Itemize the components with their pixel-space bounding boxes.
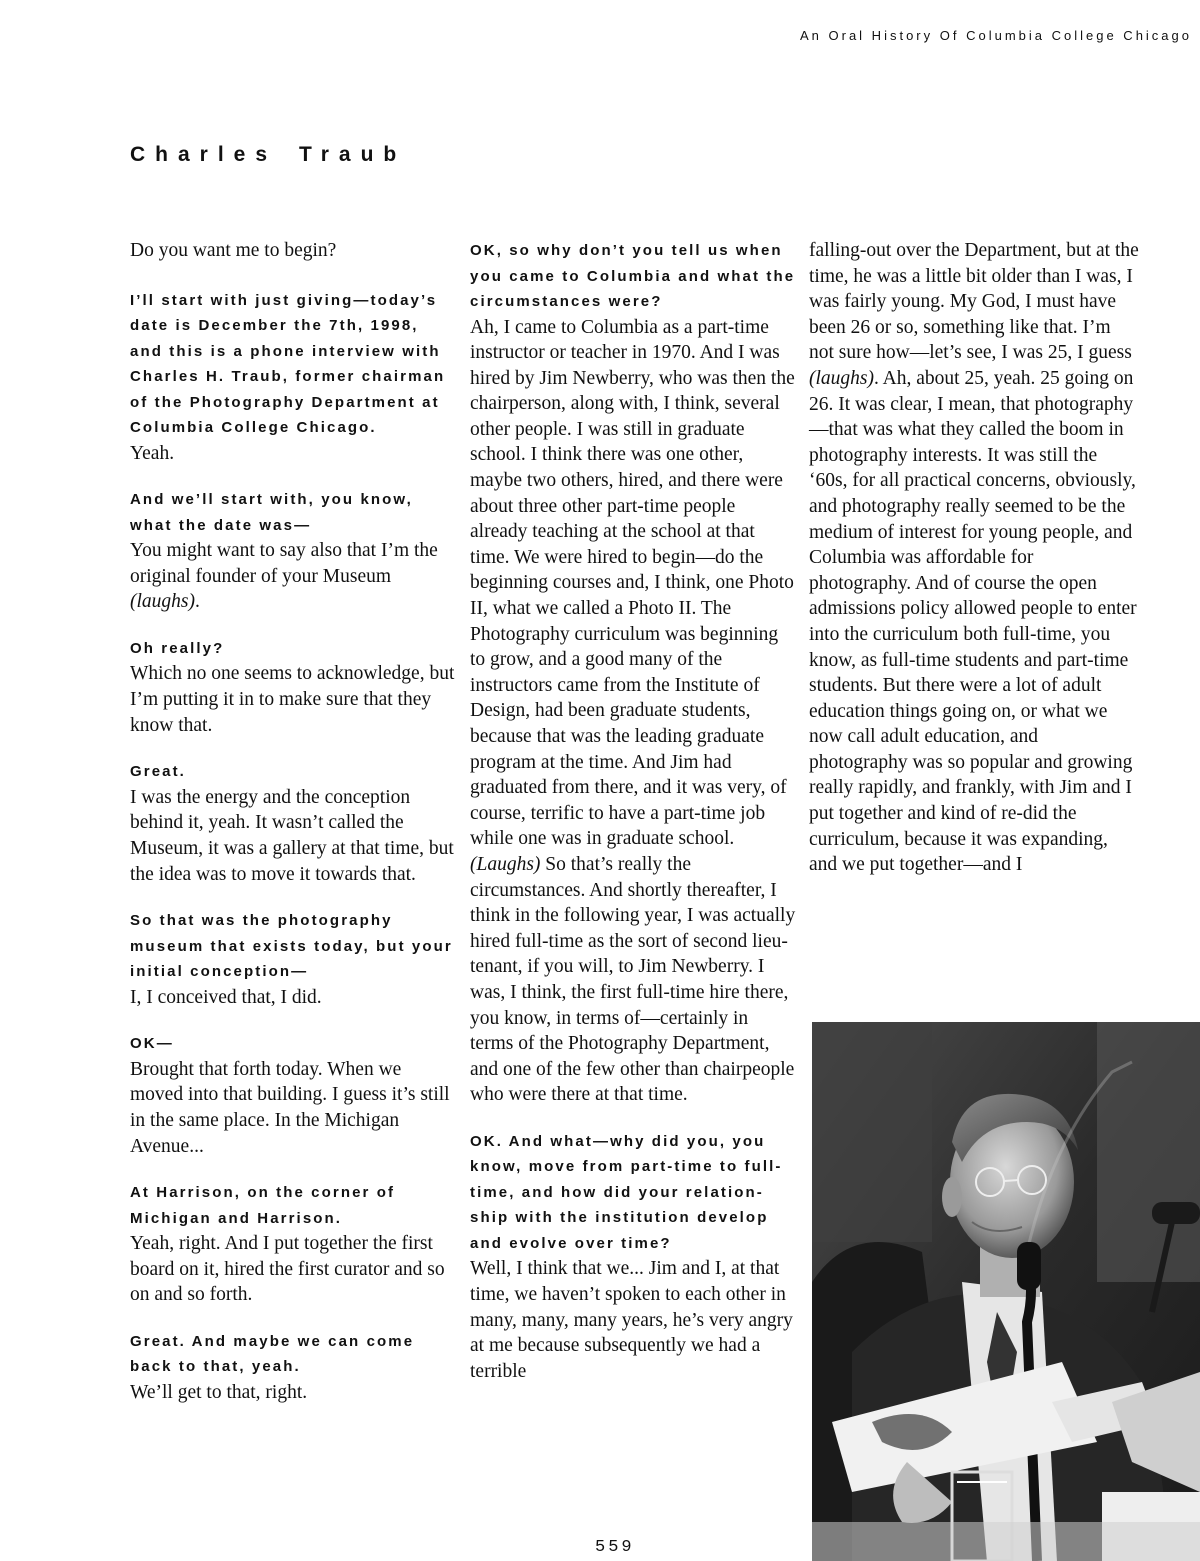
question-paragraph: OK. And what—why did you, you know, move from part-time to full-time, and how did your relationship with the institution develop and evolve over time? <box>470 1132 783 1252</box>
text-column-3 <box>809 238 1139 899</box>
question-paragraph: OK, so why don’t you tell us when you came to Columbia and what the circumstances were? <box>470 242 796 310</box>
answer-paragraph: falling-out over the Department, but at the time, he was a little bit older than I was, I was fairly young. My God, I must have been 26 or so, something like that. I’m not sure how—let’s see, I was 25, I guess (laughs). Ah, about 25, yeah. 25 going on 26. It was clear, I mean, that photography—that was what they called the boom in photography interests. It was still the ‘60s, for all practical concerns, obviously, and photography really seemed to be the medium of interest for young people, and Columbia was affordable for photography. And of course the open admissions policy allowed people to enter into the curriculum both full-time, you know, as full-time students and part-time students. But there were a lot of adult education things going on, or what we now call adult education, and photography was so popular and growing really rapidly, and frankly, with Jim and I put together and kind of re-did the curriculum, because it was expanding, and we put together—and I <box>809 240 1139 876</box>
answer-paragraph: Yeah. <box>130 442 175 464</box>
italic-aside: (laughs) <box>809 367 874 389</box>
page-title <box>130 143 406 167</box>
answer-paragraph: Which no one seems to acknowledge, but I’m putting it in to make sure that they know that. <box>130 663 455 736</box>
question-paragraph: At Harrison, on the corner of Michigan and Harrison. <box>130 1184 396 1227</box>
question-paragraph: Great. <box>130 763 186 781</box>
italic-aside: (laughs) <box>130 591 195 613</box>
answer-paragraph: We’ll get to that, right. <box>130 1381 308 1403</box>
answer-paragraph: Ah, I came to Columbia as a part-time instructor or teacher in 1970. And I was hired by Jim Newberry, who was then the chairperson, along with, I think, several other people. I was still in graduate school. I think there was one other, maybe two others, hired, and there were about three other part-time people already teaching at the school at that time. We were hired to begin—do the beginning courses and, I think, one Photo II, what we called a Photo II. The Photography curriculum was beginning to grow, and a good many of the instructors came from the Institute of Design, had been graduate students, because that was the leading graduate program at the time. And Jim had graduated from there, and it was very, of course, terrific to have a part-time job while one was in graduate school. (Laughs) So that’s really the circumstances. And shortly thereafter, I think in the following year, I was actually hired full-time as the sort of second lieutenant, if you will, to Jim Newberry. I was, I think, the first full-time hire there, you know, in terms of—certainly in terms of the Photography Department, and one of the few other than chairpeople who were there at that time. <box>470 316 796 1106</box>
question-paragraph: And we’ll start with, you know, what the date was— <box>130 491 413 534</box>
italic-aside: (Laughs) <box>470 853 541 875</box>
question-paragraph: OK— <box>130 1035 174 1053</box>
text-column-2 <box>470 238 796 1405</box>
question-paragraph: So that was the photography museum that exists today, but your initial conception— <box>130 912 453 981</box>
title-first-name: Charles <box>130 143 278 166</box>
answer-paragraph: I was the energy and the conception behind it, yeah. It wasn’t called the Museum, it was a gallery at that time, but the idea was to move it towards that. <box>130 786 454 885</box>
answer-paragraph: Well, I think that we... Jim and I, at that time, we haven’t spoken to each other in many, many, many years, he’s very angry at me because subsequently we had a terrible <box>470 1258 793 1382</box>
answer-paragraph: I, I conceived that, I did. <box>130 986 322 1008</box>
question-paragraph: I’ll start with just giving—today’s date is December the 7th, 1998, and this is a phone interview with Charles H. Traub, former chairman of the Photography Department at Columbia College Chicago. <box>130 291 446 437</box>
question-paragraph: Great. And maybe we can come back to that, yeah. <box>130 1332 415 1376</box>
speaker-photograph <box>812 1022 1200 1561</box>
page-number: 559 <box>595 1538 635 1557</box>
answer-paragraph: You might want to say also that I’m the original founder of your Museum (laughs). <box>130 540 438 613</box>
text-column-1 <box>130 238 456 1426</box>
question-paragraph: Oh really? <box>130 639 225 657</box>
title-last-name: Traub <box>299 143 407 166</box>
answer-paragraph: Yeah, right. And I put together the first board on it, hired the first curator and so on and so forth. <box>130 1233 445 1306</box>
answer-paragraph: Brought that forth today. When we moved into that building. I guess it’s still in the same place. In the Michigan Avenue... <box>130 1058 450 1157</box>
running-header: An Oral History Of Columbia College Chicago <box>800 28 1192 43</box>
photo-illustration <box>812 1022 1200 1561</box>
answer-paragraph: Do you want me to begin? <box>130 240 337 261</box>
